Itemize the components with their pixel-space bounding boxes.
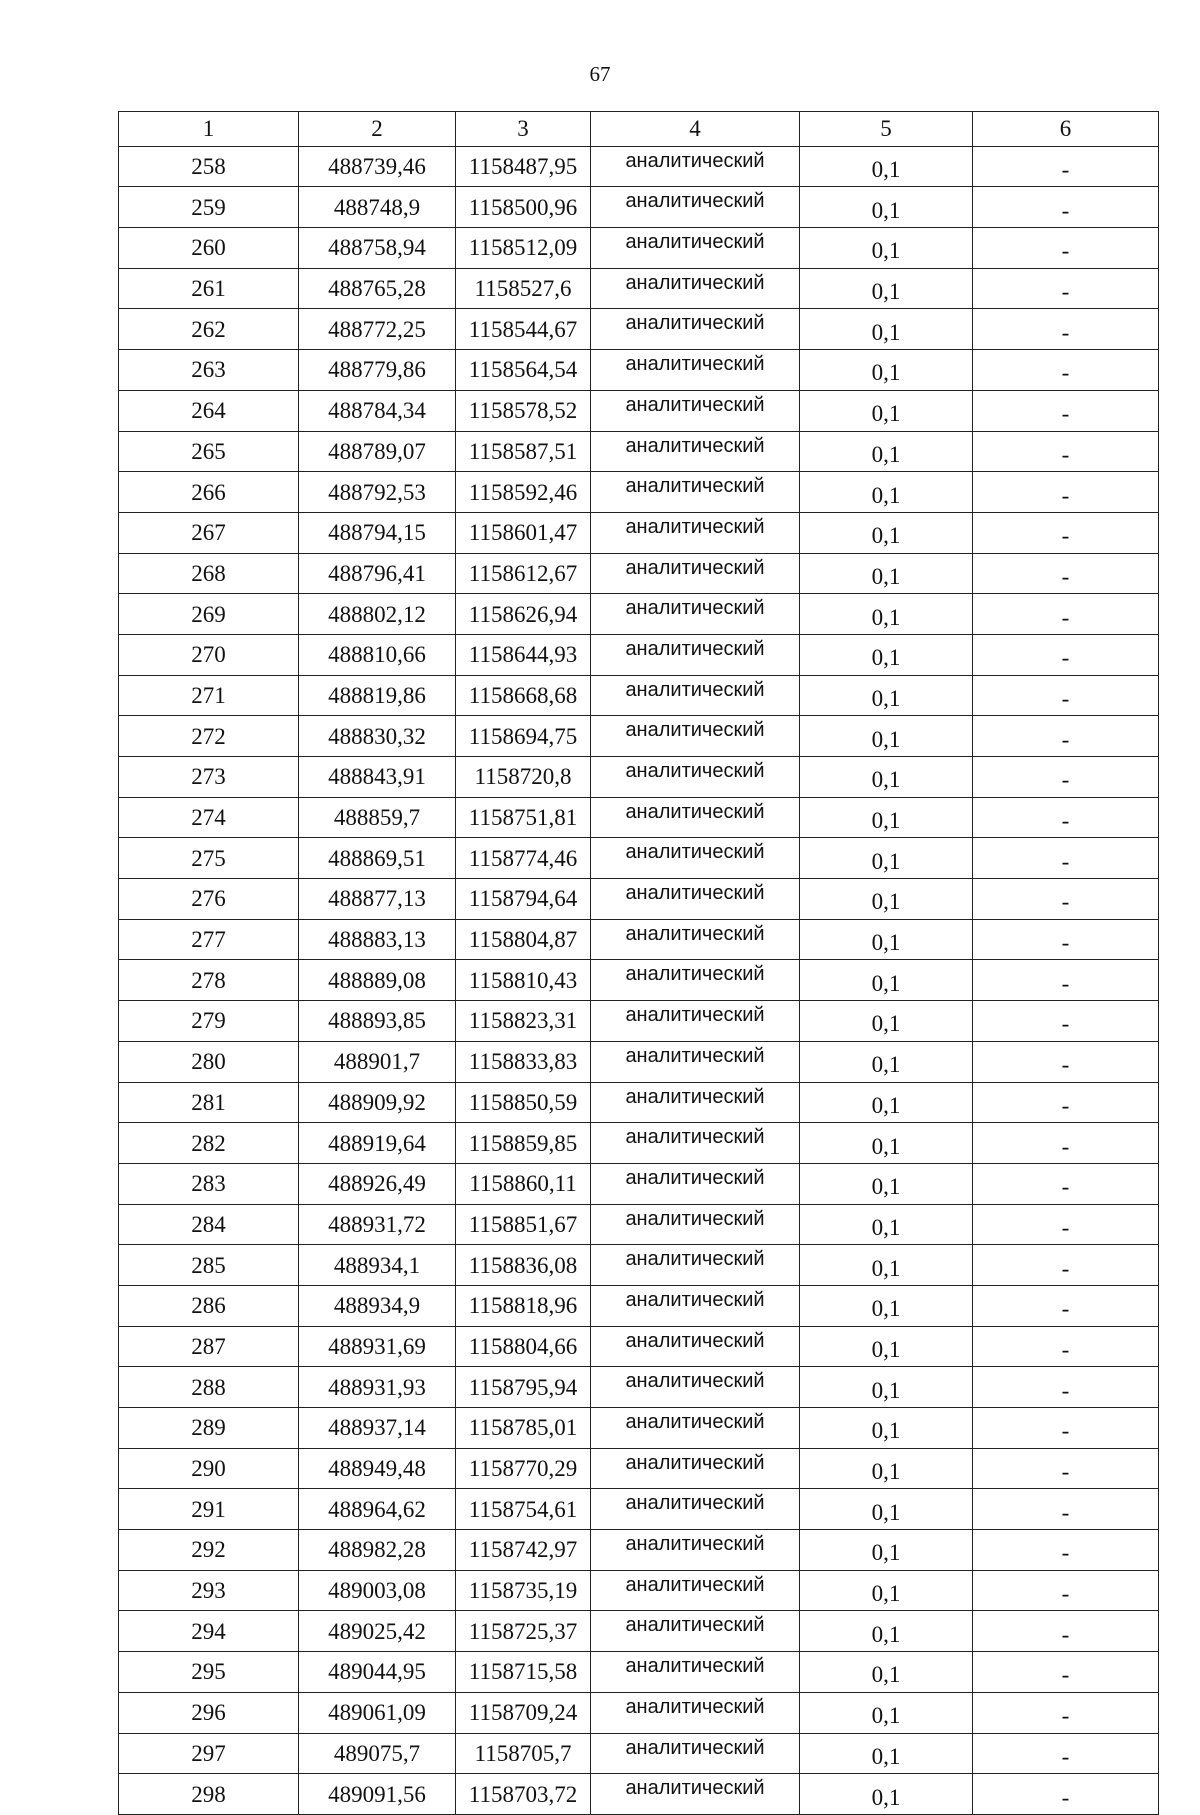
y-coordinate-cell: 1158705,7	[456, 1733, 591, 1774]
table-row	[119, 309, 1159, 350]
accuracy-cell: 0,1	[800, 1448, 973, 1489]
method-cell: аналитический	[591, 512, 800, 553]
accuracy-cell: 0,1	[800, 309, 973, 350]
point-number-cell: 275	[119, 838, 299, 879]
description-cell: -	[973, 919, 1159, 960]
table-row	[119, 1245, 1159, 1286]
point-number-cell: 282	[119, 1123, 299, 1164]
description-cell: -	[973, 634, 1159, 675]
description-cell: -	[973, 431, 1159, 472]
point-number-cell: 276	[119, 879, 299, 920]
table-row	[119, 1001, 1159, 1042]
x-coordinate-cell: 488796,41	[299, 553, 456, 594]
table-header	[119, 112, 1159, 147]
accuracy-cell: 0,1	[800, 1082, 973, 1123]
description-cell: -	[973, 1367, 1159, 1408]
accuracy-cell: 0,1	[800, 1285, 973, 1326]
point-number-cell: 298	[119, 1774, 299, 1815]
method-cell: аналитический	[591, 1041, 800, 1082]
method-cell: аналитический	[591, 431, 800, 472]
description-cell: -	[973, 879, 1159, 920]
x-coordinate-cell: 488779,86	[299, 350, 456, 391]
y-coordinate-cell: 1158720,8	[456, 757, 591, 798]
method-cell: аналитический	[591, 1082, 800, 1123]
y-coordinate-cell: 1158742,97	[456, 1530, 591, 1571]
coordinates-table	[118, 111, 1159, 1815]
table-row	[119, 1163, 1159, 1204]
point-number-cell: 278	[119, 960, 299, 1001]
table-row	[119, 1733, 1159, 1774]
point-number-cell: 268	[119, 553, 299, 594]
description-cell: -	[973, 1326, 1159, 1367]
description-cell: -	[973, 1204, 1159, 1245]
y-coordinate-cell: 1158601,47	[456, 512, 591, 553]
method-cell: аналитический	[591, 472, 800, 513]
description-cell: -	[973, 1692, 1159, 1733]
description-cell: -	[973, 1041, 1159, 1082]
point-number-cell: 287	[119, 1326, 299, 1367]
point-number-cell: 269	[119, 594, 299, 635]
method-cell: аналитический	[591, 187, 800, 228]
accuracy-cell: 0,1	[800, 1163, 973, 1204]
description-cell: -	[973, 309, 1159, 350]
y-coordinate-cell: 1158795,94	[456, 1367, 591, 1408]
accuracy-cell: 0,1	[800, 594, 973, 635]
table-row	[119, 268, 1159, 309]
accuracy-cell: 0,1	[800, 1245, 973, 1286]
y-coordinate-cell: 1158770,29	[456, 1448, 591, 1489]
description-cell: -	[973, 146, 1159, 187]
y-coordinate-cell: 1158804,66	[456, 1326, 591, 1367]
x-coordinate-cell: 488893,85	[299, 1001, 456, 1042]
x-coordinate-cell: 488802,12	[299, 594, 456, 635]
method-cell: аналитический	[591, 879, 800, 920]
table-row	[119, 228, 1159, 269]
table-row	[119, 1326, 1159, 1367]
method-cell: аналитический	[591, 960, 800, 1001]
y-coordinate-cell: 1158487,95	[456, 146, 591, 187]
table-row	[119, 1530, 1159, 1571]
x-coordinate-cell: 488784,34	[299, 390, 456, 431]
description-cell: -	[973, 1082, 1159, 1123]
table-row	[119, 350, 1159, 391]
table-row	[119, 1285, 1159, 1326]
point-number-cell: 280	[119, 1041, 299, 1082]
y-coordinate-cell: 1158626,94	[456, 594, 591, 635]
table-row	[119, 1489, 1159, 1530]
description-cell: -	[973, 797, 1159, 838]
method-cell: аналитический	[591, 553, 800, 594]
table-row	[119, 1652, 1159, 1693]
accuracy-cell: 0,1	[800, 1408, 973, 1449]
table-row	[119, 919, 1159, 960]
y-coordinate-cell: 1158578,52	[456, 390, 591, 431]
description-cell: -	[973, 716, 1159, 757]
description-cell: -	[973, 1570, 1159, 1611]
header-cell-2: 2	[299, 112, 456, 147]
x-coordinate-cell: 488934,9	[299, 1285, 456, 1326]
x-coordinate-cell: 489061,09	[299, 1692, 456, 1733]
accuracy-cell: 0,1	[800, 757, 973, 798]
table-row	[119, 1041, 1159, 1082]
accuracy-cell: 0,1	[800, 1652, 973, 1693]
point-number-cell: 261	[119, 268, 299, 309]
x-coordinate-cell: 489025,42	[299, 1611, 456, 1652]
description-cell: -	[973, 1408, 1159, 1449]
y-coordinate-cell: 1158804,87	[456, 919, 591, 960]
description-cell: -	[973, 1489, 1159, 1530]
y-coordinate-cell: 1158818,96	[456, 1285, 591, 1326]
table-body	[119, 146, 1159, 1814]
y-coordinate-cell: 1158694,75	[456, 716, 591, 757]
point-number-cell: 279	[119, 1001, 299, 1042]
description-cell: -	[973, 472, 1159, 513]
table-row	[119, 838, 1159, 879]
table-row	[119, 1367, 1159, 1408]
table-row	[119, 1774, 1159, 1815]
accuracy-cell: 0,1	[800, 879, 973, 920]
header-cell-3: 3	[456, 112, 591, 147]
method-cell: аналитический	[591, 1163, 800, 1204]
point-number-cell: 288	[119, 1367, 299, 1408]
method-cell: аналитический	[591, 1285, 800, 1326]
x-coordinate-cell: 488794,15	[299, 512, 456, 553]
point-number-cell: 262	[119, 309, 299, 350]
accuracy-cell: 0,1	[800, 1692, 973, 1733]
table-row	[119, 1204, 1159, 1245]
accuracy-cell: 0,1	[800, 1611, 973, 1652]
description-cell: -	[973, 838, 1159, 879]
table-row	[119, 1611, 1159, 1652]
x-coordinate-cell: 488789,07	[299, 431, 456, 472]
x-coordinate-cell: 488883,13	[299, 919, 456, 960]
x-coordinate-cell: 488739,46	[299, 146, 456, 187]
x-coordinate-cell: 488758,94	[299, 228, 456, 269]
y-coordinate-cell: 1158851,67	[456, 1204, 591, 1245]
x-coordinate-cell: 488830,32	[299, 716, 456, 757]
x-coordinate-cell: 488926,49	[299, 1163, 456, 1204]
y-coordinate-cell: 1158564,54	[456, 350, 591, 391]
accuracy-cell: 0,1	[800, 472, 973, 513]
x-coordinate-cell: 488949,48	[299, 1448, 456, 1489]
point-number-cell: 273	[119, 757, 299, 798]
x-coordinate-cell: 488937,14	[299, 1408, 456, 1449]
accuracy-cell: 0,1	[800, 960, 973, 1001]
y-coordinate-cell: 1158500,96	[456, 187, 591, 228]
y-coordinate-cell: 1158836,08	[456, 1245, 591, 1286]
method-cell: аналитический	[591, 1204, 800, 1245]
method-cell: аналитический	[591, 1733, 800, 1774]
method-cell: аналитический	[591, 1530, 800, 1571]
method-cell: аналитический	[591, 919, 800, 960]
method-cell: аналитический	[591, 838, 800, 879]
accuracy-cell: 0,1	[800, 838, 973, 879]
description-cell: -	[973, 960, 1159, 1001]
method-cell: аналитический	[591, 797, 800, 838]
point-number-cell: 271	[119, 675, 299, 716]
point-number-cell: 283	[119, 1163, 299, 1204]
description-cell: -	[973, 594, 1159, 635]
x-coordinate-cell: 488748,9	[299, 187, 456, 228]
description-cell: -	[973, 757, 1159, 798]
x-coordinate-cell: 488765,28	[299, 268, 456, 309]
table-row	[119, 1082, 1159, 1123]
y-coordinate-cell: 1158754,61	[456, 1489, 591, 1530]
description-cell: -	[973, 350, 1159, 391]
point-number-cell: 264	[119, 390, 299, 431]
x-coordinate-cell: 488919,64	[299, 1123, 456, 1164]
accuracy-cell: 0,1	[800, 431, 973, 472]
method-cell: аналитический	[591, 1448, 800, 1489]
point-number-cell: 267	[119, 512, 299, 553]
point-number-cell: 295	[119, 1652, 299, 1693]
table-row	[119, 634, 1159, 675]
table-row	[119, 431, 1159, 472]
point-number-cell: 286	[119, 1285, 299, 1326]
y-coordinate-cell: 1158774,46	[456, 838, 591, 879]
accuracy-cell: 0,1	[800, 390, 973, 431]
method-cell: аналитический	[591, 1326, 800, 1367]
y-coordinate-cell: 1158612,67	[456, 553, 591, 594]
method-cell: аналитический	[591, 716, 800, 757]
y-coordinate-cell: 1158823,31	[456, 1001, 591, 1042]
y-coordinate-cell: 1158709,24	[456, 1692, 591, 1733]
point-number-cell: 290	[119, 1448, 299, 1489]
method-cell: аналитический	[591, 634, 800, 675]
accuracy-cell: 0,1	[800, 675, 973, 716]
x-coordinate-cell: 489003,08	[299, 1570, 456, 1611]
accuracy-cell: 0,1	[800, 1204, 973, 1245]
description-cell: -	[973, 675, 1159, 716]
accuracy-cell: 0,1	[800, 187, 973, 228]
method-cell: аналитический	[591, 146, 800, 187]
y-coordinate-cell: 1158735,19	[456, 1570, 591, 1611]
header-cell-4: 4	[591, 112, 800, 147]
accuracy-cell: 0,1	[800, 512, 973, 553]
description-cell: -	[973, 1123, 1159, 1164]
accuracy-cell: 0,1	[800, 919, 973, 960]
table-row	[119, 1448, 1159, 1489]
y-coordinate-cell: 1158587,51	[456, 431, 591, 472]
table-row	[119, 146, 1159, 187]
description-cell: -	[973, 1285, 1159, 1326]
accuracy-cell: 0,1	[800, 1489, 973, 1530]
description-cell: -	[973, 1774, 1159, 1815]
accuracy-cell: 0,1	[800, 1570, 973, 1611]
description-cell: -	[973, 1530, 1159, 1571]
header-cell-6: 6	[973, 112, 1159, 147]
table-row	[119, 879, 1159, 920]
description-cell: -	[973, 268, 1159, 309]
description-cell: -	[973, 1245, 1159, 1286]
method-cell: аналитический	[591, 1245, 800, 1286]
x-coordinate-cell: 488792,53	[299, 472, 456, 513]
x-coordinate-cell: 488877,13	[299, 879, 456, 920]
y-coordinate-cell: 1158833,83	[456, 1041, 591, 1082]
point-number-cell: 270	[119, 634, 299, 675]
header-row	[119, 112, 1159, 147]
table-row	[119, 716, 1159, 757]
method-cell: аналитический	[591, 268, 800, 309]
point-number-cell: 293	[119, 1570, 299, 1611]
description-cell: -	[973, 553, 1159, 594]
x-coordinate-cell: 488931,93	[299, 1367, 456, 1408]
point-number-cell: 289	[119, 1408, 299, 1449]
table-row	[119, 757, 1159, 798]
description-cell: -	[973, 512, 1159, 553]
header-cell-1: 1	[119, 112, 299, 147]
y-coordinate-cell: 1158544,67	[456, 309, 591, 350]
description-cell: -	[973, 1001, 1159, 1042]
x-coordinate-cell: 488934,1	[299, 1245, 456, 1286]
table-row	[119, 797, 1159, 838]
point-number-cell: 260	[119, 228, 299, 269]
accuracy-cell: 0,1	[800, 716, 973, 757]
x-coordinate-cell: 488843,91	[299, 757, 456, 798]
description-cell: -	[973, 1652, 1159, 1693]
method-cell: аналитический	[591, 1489, 800, 1530]
method-cell: аналитический	[591, 1692, 800, 1733]
y-coordinate-cell: 1158644,93	[456, 634, 591, 675]
x-coordinate-cell: 488819,86	[299, 675, 456, 716]
description-cell: -	[973, 390, 1159, 431]
accuracy-cell: 0,1	[800, 1774, 973, 1815]
table-row	[119, 187, 1159, 228]
method-cell: аналитический	[591, 594, 800, 635]
table-row	[119, 960, 1159, 1001]
method-cell: аналитический	[591, 1123, 800, 1164]
description-cell: -	[973, 1448, 1159, 1489]
accuracy-cell: 0,1	[800, 797, 973, 838]
x-coordinate-cell: 488931,69	[299, 1326, 456, 1367]
method-cell: аналитический	[591, 675, 800, 716]
method-cell: аналитический	[591, 1774, 800, 1815]
description-cell: -	[973, 1733, 1159, 1774]
table-row	[119, 1570, 1159, 1611]
point-number-cell: 281	[119, 1082, 299, 1123]
y-coordinate-cell: 1158785,01	[456, 1408, 591, 1449]
accuracy-cell: 0,1	[800, 1530, 973, 1571]
method-cell: аналитический	[591, 350, 800, 391]
table-row	[119, 594, 1159, 635]
accuracy-cell: 0,1	[800, 146, 973, 187]
method-cell: аналитический	[591, 1408, 800, 1449]
y-coordinate-cell: 1158703,72	[456, 1774, 591, 1815]
header-cell-5: 5	[800, 112, 973, 147]
y-coordinate-cell: 1158794,64	[456, 879, 591, 920]
description-cell: -	[973, 1611, 1159, 1652]
point-number-cell: 266	[119, 472, 299, 513]
x-coordinate-cell: 488869,51	[299, 838, 456, 879]
table-row	[119, 390, 1159, 431]
point-number-cell: 277	[119, 919, 299, 960]
method-cell: аналитический	[591, 228, 800, 269]
table-row	[119, 472, 1159, 513]
accuracy-cell: 0,1	[800, 634, 973, 675]
description-cell: -	[973, 228, 1159, 269]
x-coordinate-cell: 488982,28	[299, 1530, 456, 1571]
y-coordinate-cell: 1158668,68	[456, 675, 591, 716]
x-coordinate-cell: 488964,62	[299, 1489, 456, 1530]
accuracy-cell: 0,1	[800, 268, 973, 309]
point-number-cell: 296	[119, 1692, 299, 1733]
point-number-cell: 258	[119, 146, 299, 187]
point-number-cell: 263	[119, 350, 299, 391]
y-coordinate-cell: 1158751,81	[456, 797, 591, 838]
method-cell: аналитический	[591, 309, 800, 350]
page-number: 67	[589, 62, 611, 86]
accuracy-cell: 0,1	[800, 553, 973, 594]
y-coordinate-cell: 1158860,11	[456, 1163, 591, 1204]
y-coordinate-cell: 1158850,59	[456, 1082, 591, 1123]
accuracy-cell: 0,1	[800, 1367, 973, 1408]
method-cell: аналитический	[591, 757, 800, 798]
accuracy-cell: 0,1	[800, 350, 973, 391]
table-row	[119, 1408, 1159, 1449]
x-coordinate-cell: 489075,7	[299, 1733, 456, 1774]
accuracy-cell: 0,1	[800, 1733, 973, 1774]
y-coordinate-cell: 1158592,46	[456, 472, 591, 513]
point-number-cell: 285	[119, 1245, 299, 1286]
point-number-cell: 284	[119, 1204, 299, 1245]
accuracy-cell: 0,1	[800, 1041, 973, 1082]
y-coordinate-cell: 1158725,37	[456, 1611, 591, 1652]
accuracy-cell: 0,1	[800, 1123, 973, 1164]
point-number-cell: 294	[119, 1611, 299, 1652]
x-coordinate-cell: 488859,7	[299, 797, 456, 838]
table-row	[119, 1692, 1159, 1733]
method-cell: аналитический	[591, 1570, 800, 1611]
x-coordinate-cell: 488772,25	[299, 309, 456, 350]
y-coordinate-cell: 1158810,43	[456, 960, 591, 1001]
y-coordinate-cell: 1158512,09	[456, 228, 591, 269]
point-number-cell: 291	[119, 1489, 299, 1530]
table-row	[119, 512, 1159, 553]
method-cell: аналитический	[591, 1001, 800, 1042]
x-coordinate-cell: 488810,66	[299, 634, 456, 675]
x-coordinate-cell: 489044,95	[299, 1652, 456, 1693]
description-cell: -	[973, 187, 1159, 228]
x-coordinate-cell: 488931,72	[299, 1204, 456, 1245]
point-number-cell: 259	[119, 187, 299, 228]
y-coordinate-cell: 1158715,58	[456, 1652, 591, 1693]
method-cell: аналитический	[591, 1652, 800, 1693]
point-number-cell: 274	[119, 797, 299, 838]
x-coordinate-cell: 488889,08	[299, 960, 456, 1001]
accuracy-cell: 0,1	[800, 228, 973, 269]
x-coordinate-cell: 488901,7	[299, 1041, 456, 1082]
point-number-cell: 292	[119, 1530, 299, 1571]
point-number-cell: 265	[119, 431, 299, 472]
accuracy-cell: 0,1	[800, 1001, 973, 1042]
table-row	[119, 553, 1159, 594]
method-cell: аналитический	[591, 1611, 800, 1652]
accuracy-cell: 0,1	[800, 1326, 973, 1367]
table-row	[119, 675, 1159, 716]
method-cell: аналитический	[591, 390, 800, 431]
y-coordinate-cell: 1158527,6	[456, 268, 591, 309]
method-cell: аналитический	[591, 1367, 800, 1408]
point-number-cell: 272	[119, 716, 299, 757]
description-cell: -	[973, 1163, 1159, 1204]
table-row	[119, 1123, 1159, 1164]
point-number-cell: 297	[119, 1733, 299, 1774]
x-coordinate-cell: 489091,56	[299, 1774, 456, 1815]
x-coordinate-cell: 488909,92	[299, 1082, 456, 1123]
y-coordinate-cell: 1158859,85	[456, 1123, 591, 1164]
